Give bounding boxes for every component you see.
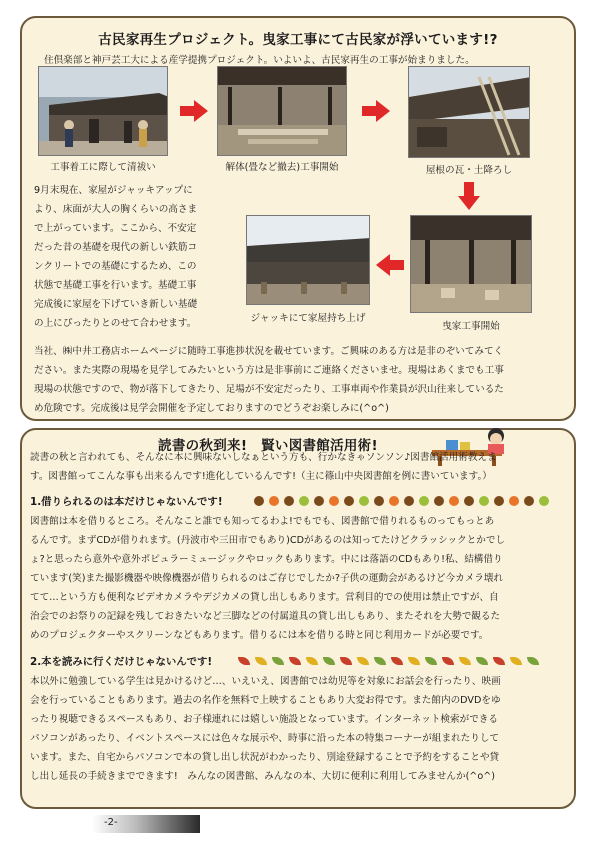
photo-demolition <box>217 66 347 156</box>
autumn-leaf-icon <box>408 657 420 665</box>
caption-3: 屋根の瓦・土降ろし <box>425 165 513 176</box>
caption-1: 工事着工に際して清祓い <box>50 162 156 173</box>
autumn-leaf-icon <box>459 657 471 665</box>
library-panel <box>20 428 576 809</box>
page-number: -2- <box>104 817 118 828</box>
para-line: し出し延長の手続きまでできます! みんなの図書館、みんなの本、大切に便利に利用してみませんか(^o^) <box>30 771 495 782</box>
persimmon-icon <box>449 496 459 506</box>
right-arrow-icon <box>362 100 390 122</box>
intro-line: す。図書館ってこんな事も出来るんです!進化しているんです!（主に篠山中央図書館を例に書いています。） <box>30 471 492 482</box>
para-line: います。また、自宅からパソコンで本の貸し出し状況がわかったり、別途登録することで予約をすることや貸 <box>30 752 500 763</box>
project-body <box>34 181 234 333</box>
chestnut-icon <box>494 496 504 506</box>
chestnut-persimmon-border <box>254 494 549 508</box>
autumn-leaf-icon <box>510 657 522 665</box>
chestnut-icon <box>254 496 264 506</box>
borrow-paragraph <box>30 512 570 645</box>
autumn-leaf-icon <box>374 657 386 665</box>
caption-4: ジャッキにて家屋持ち上げ <box>250 313 366 324</box>
para-line: ています(笑)また撮影機器や映像機器が借りられるのはご存じでしたか?子供の運動会があるけど今カメラ壊れ <box>30 573 504 584</box>
photo-roof-tiles <box>408 66 530 158</box>
para-line: 会を行っていることもあります。過去の名作を無料で上映することもあり大変お得です。また館内のDVDをゆ <box>30 695 501 706</box>
chestnut-icon <box>464 496 474 506</box>
chestnut-icon <box>344 496 354 506</box>
body-line: 完成後に家屋を下げていき新しい基礎 <box>34 299 198 310</box>
pear-icon <box>359 496 369 506</box>
autumn-leaf-icon <box>391 657 403 665</box>
persimmon-icon <box>329 496 339 506</box>
para-line: るんです。まずCDが借りれます。(丹波市や三田市でもあり)CDがあるのは知ってたけどクラッシックとかでし <box>30 535 506 546</box>
para-line: パソコンがあったり、イベントスペースには色々な展示や、時事に沿った本の特集コーナーが組まれたりして <box>30 733 500 744</box>
body-line: ンクリートでの基礎にするため、この <box>34 261 197 272</box>
persimmon-icon <box>509 496 519 506</box>
autumn-leaf-icon <box>323 657 335 665</box>
para-line: てて…という方も便利なビデオカメラやデジカメの貸し出しもあります。営利目的での使用は禁止ですが、自 <box>30 592 499 603</box>
project-notice <box>34 342 564 418</box>
photo-jack-up <box>246 215 370 305</box>
body-line: 9月末現在、家屋がジャッキアップに <box>34 185 193 196</box>
pear-icon <box>299 496 309 506</box>
persimmon-icon <box>269 496 279 506</box>
autumn-leaf-icon <box>476 657 488 665</box>
autumn-leaf-icon <box>306 657 318 665</box>
autumn-leaf-border <box>238 654 539 668</box>
down-arrow-icon <box>458 182 480 210</box>
right-arrow-icon <box>180 100 208 122</box>
pear-icon <box>419 496 429 506</box>
heading-borrow: 1.借りられるのは本だけじゃないんです! <box>30 496 223 508</box>
photo-hikiya-start <box>410 215 532 313</box>
chestnut-icon <box>314 496 324 506</box>
para-line: めのプロジェクターやスクリーンなどもあります。借りるには本を借りる時と同じ利用カードが必要です。 <box>30 630 489 641</box>
not-just-reading-paragraph <box>30 672 570 786</box>
para-line: ったり視聴できるスペースもあり、お子様連れには嬉しい施設となっています。インターネット検索ができる <box>30 714 498 725</box>
intro-line: 読書の秋と言われても、そんなに本に興味ないしなぁという方も、行かなきゃソンソン♪図書館活用術教えま <box>30 452 497 463</box>
pear-icon <box>479 496 489 506</box>
heading-not-just-reading: 2.本を読みに行くだけじゃないんです! <box>30 656 213 668</box>
notice-line: め危険です。完成後は見学会開催を予定しておりますのでどうぞお楽しみに(^o^) <box>34 403 389 414</box>
notice-line: 現場の状態ですので、物が落下してきたり、足場が不安定だったり、工事車両や作業員が沢山往来しているた <box>34 384 504 395</box>
persimmon-icon <box>389 496 399 506</box>
autumn-leaf-icon <box>238 657 250 665</box>
library-intro <box>30 448 570 486</box>
chestnut-icon <box>374 496 384 506</box>
chestnut-icon <box>404 496 414 506</box>
notice-line: ださい。また実際の現場を見学してみたいという方は是非事前にご連絡くださいませ。現場はあくまでも工事 <box>34 365 504 376</box>
project-title: 古民家再生プロジェクト。曳家工事にて古民家が浮いています!? <box>98 32 498 48</box>
para-line: 治会でのお祭りの記録を残しておきたいなど三脚などの付属道具の貸し出しもあり、またそれを大勢で観るた <box>30 611 501 622</box>
caption-2: 解体(畳など撤去)工事開始 <box>225 162 339 173</box>
body-line: 状態で基礎工事を行います。基礎工事 <box>34 280 197 291</box>
para-line: ょ?と思ったら意外や意外ポピュラーミュージックやロックもあります。中には落語のCDもあり!私、結構借り <box>30 554 503 565</box>
para-line: 本以外に勉強している学生は見かけるけど…、いえいえ、図書館では幼児等を対象にお話会を行ったり、映画 <box>30 676 501 687</box>
autumn-leaf-icon <box>357 657 369 665</box>
photo-purification-ceremony <box>38 66 168 156</box>
body-line: の上にぴったりとのせて合わせます。 <box>34 318 197 329</box>
body-line: だった昔の基礎を現代の新しい鉄筋コ <box>34 242 198 253</box>
chestnut-icon <box>434 496 444 506</box>
body-line: より、床面が大人の胸くらいの高さま <box>34 204 198 215</box>
library-title: 読書の秋到来! 賢い図書館活用術! <box>158 438 378 454</box>
autumn-leaf-icon <box>442 657 454 665</box>
pear-icon <box>539 496 549 506</box>
autumn-leaf-icon <box>493 657 505 665</box>
page-number-bar <box>92 815 200 833</box>
left-arrow-icon <box>376 254 404 276</box>
project-panel <box>20 16 576 421</box>
autumn-leaf-icon <box>425 657 437 665</box>
autumn-leaf-icon <box>255 657 267 665</box>
chestnut-icon <box>284 496 294 506</box>
autumn-leaf-icon <box>527 657 539 665</box>
project-subtitle: 住倶楽部と神戸芸工大による産学提携プロジェクト。いよいよ、古民家再生の工事が始まりました。 <box>44 55 475 66</box>
autumn-leaf-icon <box>272 657 284 665</box>
body-line: で上がっています。ここから、不安定 <box>34 223 197 234</box>
autumn-leaf-icon <box>289 657 301 665</box>
para-line: 図書館は本を借りるところ。そんなこと誰でも知ってるわよ!でもでも、図書館で借りれるものってもっとあ <box>30 516 495 527</box>
autumn-leaf-icon <box>340 657 352 665</box>
caption-5: 曳家工事開始 <box>442 321 500 332</box>
notice-line: 当社、㈱中井工務店ホームページに随時工事進捗状況を載せています。ご興味のある方は是非のぞいてみてく <box>34 346 504 357</box>
chestnut-icon <box>524 496 534 506</box>
